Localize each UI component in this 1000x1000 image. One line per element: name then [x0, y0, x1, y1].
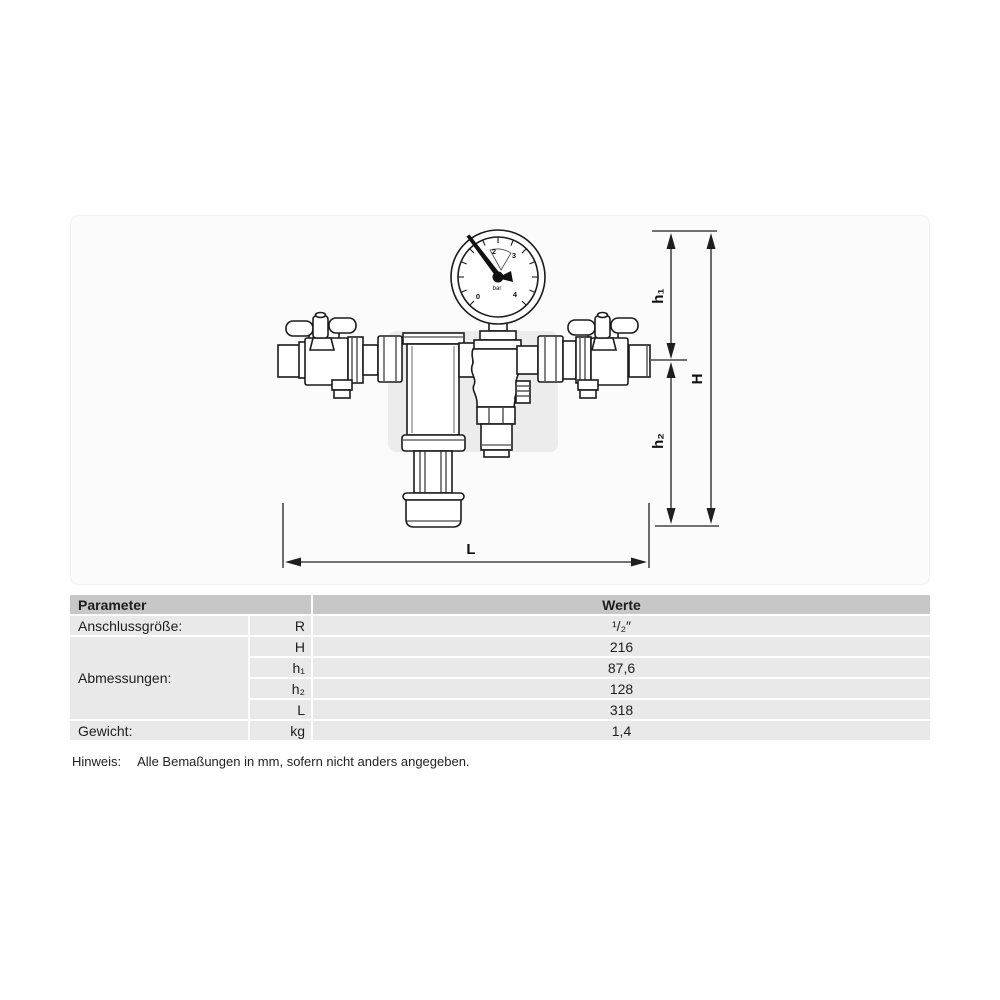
gauge-label-0: 0 — [475, 292, 481, 301]
row-symbol: h₂ — [250, 679, 313, 700]
footnote-text: Alle Bemaßungen in mm, sofern nicht anders angegeben. — [137, 754, 470, 769]
parameter-table — [70, 595, 930, 742]
gauge-unit-label: bar — [492, 286, 502, 292]
gauge-label-4: 4 — [512, 290, 518, 299]
row-value: 318 — [313, 700, 930, 721]
row-label: Anschlussgröße: — [70, 616, 250, 637]
dim-label-L: L — [466, 541, 476, 558]
row-label: Gewicht: — [70, 721, 250, 742]
row-value: 1,4 — [313, 721, 930, 742]
left-ball-valve — [278, 313, 402, 399]
left-male-thread — [278, 345, 301, 377]
header-parameter: Parameter — [70, 595, 313, 616]
parameter-table-section — [70, 595, 930, 742]
adjust-knob — [516, 381, 530, 403]
row-symbol: h₁ — [250, 658, 313, 679]
row-value: 128 — [313, 679, 930, 700]
row-symbol: L — [250, 700, 313, 721]
gauge-label-2: 2 — [491, 247, 497, 256]
reducer-spring-dome — [472, 349, 520, 407]
dim-label-H: H — [689, 373, 706, 385]
table-header-row — [70, 595, 930, 616]
table-row — [70, 616, 930, 637]
gauge-label-3: 3 — [511, 251, 517, 260]
footnote-label: Hinweis: — [72, 754, 122, 769]
row-symbol: kg — [250, 721, 313, 742]
valve-technical-drawing — [70, 215, 930, 585]
dim-label-h2: h₂ — [650, 433, 667, 449]
row-symbol: R — [250, 616, 313, 637]
pressure-gauge — [451, 230, 545, 324]
left-union-nut — [378, 336, 402, 382]
right-drain-plug — [578, 380, 598, 398]
filter-housing — [402, 333, 465, 527]
row-label: Abmessungen: — [70, 637, 250, 721]
right-union-nut — [538, 336, 563, 382]
footnote — [72, 754, 470, 769]
row-value: ¹/₂″ — [313, 616, 930, 637]
row-value: 87,6 — [313, 658, 930, 679]
header-werte: Werte — [313, 595, 930, 616]
dim-label-h1: h₁ — [650, 288, 667, 304]
drawing-panel — [70, 215, 930, 585]
left-drain-plug — [332, 380, 352, 398]
row-value: 216 — [313, 637, 930, 658]
table-row — [70, 721, 930, 742]
reducer-adjuster — [481, 424, 512, 450]
table-row — [70, 637, 930, 658]
row-symbol: H — [250, 637, 313, 658]
filter-cup — [406, 500, 461, 527]
